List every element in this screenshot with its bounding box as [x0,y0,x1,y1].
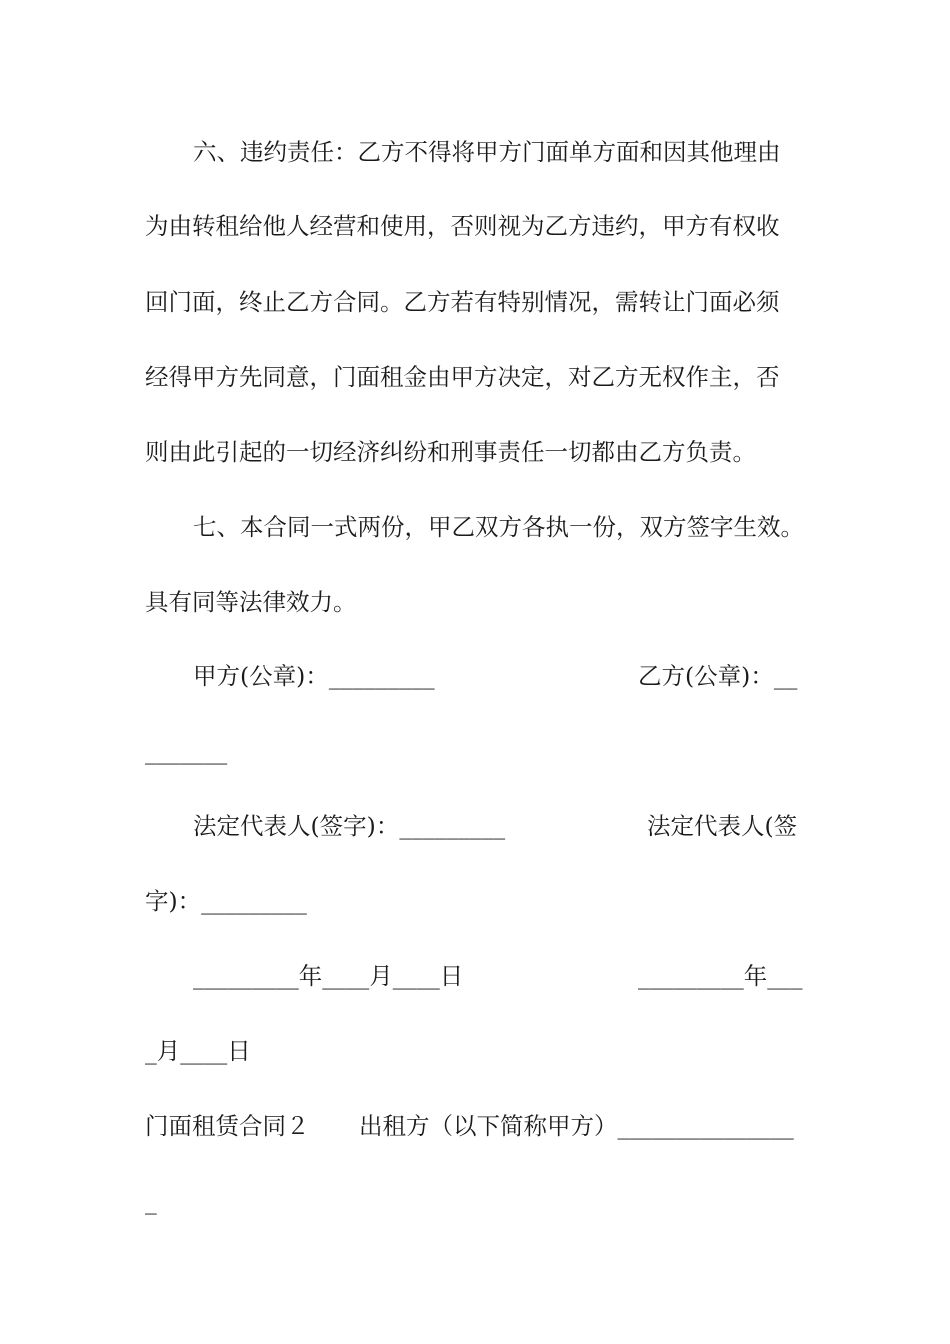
representative-row [145,806,815,846]
next-contract-title: 门面租赁合同２ [145,1112,310,1140]
clause-6-line-2: 为由转租给他人经营和使用，否则视为乙方违约，甲方有权收 [145,212,780,240]
party-b-seal-field: 乙方(公章)：__ [638,662,798,690]
party-b-representative-field: 法定代表人(签 [647,812,798,840]
party-b-seal-field-cont: _______ [145,737,228,765]
party-b-date-field: _________年___ [638,962,803,990]
party-b-representative-field-cont: 字)：_________ [145,887,307,915]
party-a-representative-field: 法定代表人(签字)：_________ [193,812,506,840]
clause-6-line-5: 则由此引起的一切经济纠纷和刑事责任一切都由乙方负责。 [145,438,756,466]
clause-7-line-1: 七、本合同一式两份，甲乙双方各执一份，双方签字生效。 [193,513,804,541]
clause-6-line-4: 经得甲方先同意，门面租金由甲方决定，对乙方无权作主，否 [145,363,780,391]
clause-6-line-3: 回门面，终止乙方合同。乙方若有特别情况，需转让门面必须 [145,288,780,316]
party-a-seal-field: 甲方(公章)：_________ [193,662,435,690]
next-contract-row [145,1106,815,1146]
lessor-field-cont: _ [145,1187,157,1215]
party-b-date-field-cont: _月____日 [145,1037,251,1065]
date-row [145,956,815,996]
seal-row [145,656,815,696]
clause-6-line-1: 六、违约责任：乙方不得将甲方门面单方面和因其他理由 [193,138,781,166]
party-a-date-field: _________年____月____日 [193,962,464,990]
clause-7-line-2: 具有同等法律效力。 [145,588,357,616]
lessor-field: 出租方（以下简称甲方）_______________ [359,1112,794,1140]
